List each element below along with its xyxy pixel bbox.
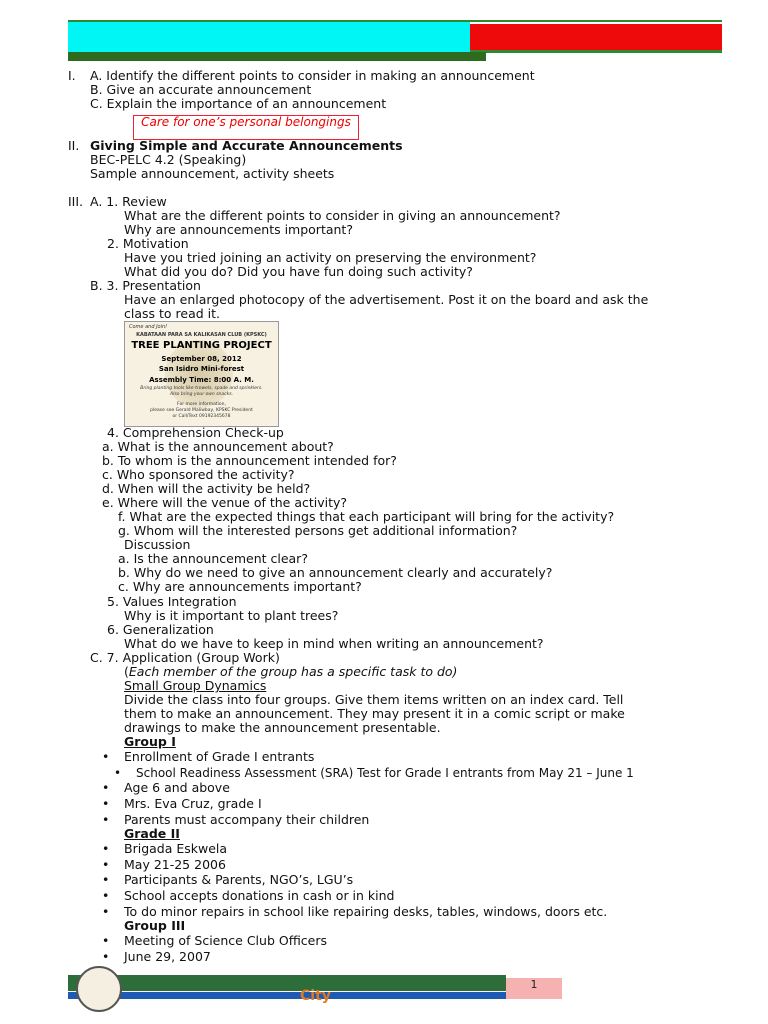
poster-info-2: please see Gerald Maliwbay, KPSKC President xyxy=(150,408,253,413)
tree-planting-poster xyxy=(124,321,279,427)
section-2-title: Giving Simple and Accurate Announcements xyxy=(90,138,403,153)
reference: BEC-PELC 4.2 (Speaking) xyxy=(90,152,247,167)
comprehension-item-e: e. Where will the venue of the activity? xyxy=(102,495,348,510)
group-1-title: Group I xyxy=(124,734,176,749)
value-text: Care for one’s personal belongings xyxy=(141,115,351,129)
application-note-text: Each member of the group has a specific task to do) xyxy=(128,664,458,679)
motivation-heading: 2. Motivation xyxy=(107,236,189,251)
comprehension-item-a: a. What is the announcement about? xyxy=(102,439,334,454)
objective-b: B. Give an accurate announcement xyxy=(90,82,312,97)
header-cyan-bar xyxy=(68,22,470,52)
materials: Sample announcement, activity sheets xyxy=(90,166,335,181)
section-2-numeral: II. xyxy=(68,138,80,153)
header-green-bar xyxy=(68,52,486,61)
review-heading: A. 1. Review xyxy=(90,194,167,209)
generalization-heading: 6. Generalization xyxy=(107,622,214,637)
group-2-item: • Brigada Eskwela xyxy=(124,842,227,856)
group-1-item: • Parents must accompany their children xyxy=(124,813,369,827)
footer-green-bar xyxy=(68,975,506,991)
poster-date: September 08, 2012 xyxy=(161,355,242,363)
application-paragraph-1: Divide the class into four groups. Give them items written on an index card. Tell xyxy=(124,692,624,707)
objective-a: A. Identify the different points to consider in making an announcement xyxy=(90,68,535,83)
poster-time: Assembly Time: 8:00 A. M. xyxy=(149,376,254,384)
review-question-2: Why are announcements important? xyxy=(124,222,353,237)
section-3-numeral: III. xyxy=(68,194,84,209)
discussion-item-b: b. Why do we need to give an announcement clearly and accurately? xyxy=(118,565,553,580)
group-3-title: Group III xyxy=(124,918,186,933)
group-2-item: • To do minor repairs in school like repairing desks, tables, windows, doors etc. xyxy=(124,905,607,919)
page-number: 1 xyxy=(530,978,538,991)
discussion-item-a: a. Is the announcement clear? xyxy=(118,551,308,566)
small-group-dynamics: Small Group Dynamics xyxy=(124,678,267,693)
application-note-paren: ( xyxy=(124,664,129,679)
poster-title: TREE PLANTING PROJECT xyxy=(131,340,272,351)
values-question: Why is it important to plant trees? xyxy=(124,608,339,623)
motivation-question-2: What did you do? Did you have fun doing such activity? xyxy=(124,264,473,279)
group-1-item: • Mrs. Eva Cruz, grade I xyxy=(124,797,262,811)
values-heading: 5. Values Integration xyxy=(107,594,237,609)
poster-line-1: Come and Join! xyxy=(129,324,168,330)
value-box xyxy=(133,115,359,140)
comprehension-item-b: b. To whom is the announcement intended for? xyxy=(102,453,397,468)
presentation-line-1: Have an enlarged photocopy of the advertisement. Post it on the board and ask the xyxy=(124,292,649,307)
group-1-item: • School Readiness Assessment (SRA) Test for Grade I entrants from May 21 – June 1 xyxy=(136,766,634,780)
poster-info-3: or Call/Text 09192345678 xyxy=(172,414,231,419)
comprehension-item-c: c. Who sponsored the activity? xyxy=(102,467,295,482)
application-note xyxy=(124,665,457,679)
group-3-item: • June 29, 2007 xyxy=(124,950,211,964)
poster-line-2: KABATAAN PARA SA KALIKASAN CLUB (KPSKC) xyxy=(136,332,267,338)
comprehension-heading: 4. Comprehension Check-up xyxy=(107,425,284,440)
poster-info-1: For more information, xyxy=(177,402,226,407)
group-2-item: • Participants & Parents, NGO’s, LGU’s xyxy=(124,873,353,887)
poster-place: San Isidro Mini-forest xyxy=(158,365,245,373)
application-heading: C. 7. Application (Group Work) xyxy=(90,650,280,665)
header-red-bar xyxy=(470,24,722,50)
group-2-item: • May 21-25 2006 xyxy=(124,858,226,872)
group-2-item: • School accepts donations in cash or in kind xyxy=(124,889,395,903)
group-3-item: • Meeting of Science Club Officers xyxy=(124,934,327,948)
poster-note-1: Bring planting tools like trowels, spade and sprinklers. xyxy=(140,386,263,391)
application-paragraph-3: drawings to make the announcement presentable. xyxy=(124,720,441,735)
section-1-numeral: I. xyxy=(68,68,76,83)
objective-c: C. Explain the importance of an announcement xyxy=(90,96,387,111)
group-2-title: Grade II xyxy=(124,826,180,841)
group-1-item: • Enrollment of Grade I entrants xyxy=(124,750,314,764)
generalization-question: What do we have to keep in mind when writing an announcement? xyxy=(124,636,544,651)
footer-city-text: City xyxy=(300,988,331,1004)
comprehension-item-d: d. When will the activity be held? xyxy=(102,481,311,496)
school-seal-icon xyxy=(76,966,122,1012)
review-question-1: What are the different points to consider in giving an announcement? xyxy=(124,208,561,223)
group-1-item: • Age 6 and above xyxy=(124,781,230,795)
presentation-line-2: class to read it. xyxy=(124,306,220,321)
comprehension-item-f: f. What are the expected things that each participant will bring for the activity? xyxy=(118,509,615,524)
discussion-heading: Discussion xyxy=(124,537,191,552)
motivation-question-1: Have you tried joining an activity on preserving the environment? xyxy=(124,250,537,265)
comprehension-item-g: g. Whom will the interested persons get additional information? xyxy=(118,523,518,538)
poster-note-2: Also bring your own snacks. xyxy=(169,392,234,397)
application-paragraph-2: them to make an announcement. They may present it in a comic script or make xyxy=(124,706,625,721)
header-green-rule-right xyxy=(470,50,722,53)
presentation-heading: B. 3. Presentation xyxy=(90,278,201,293)
discussion-item-c: c. Why are announcements important? xyxy=(118,579,362,594)
